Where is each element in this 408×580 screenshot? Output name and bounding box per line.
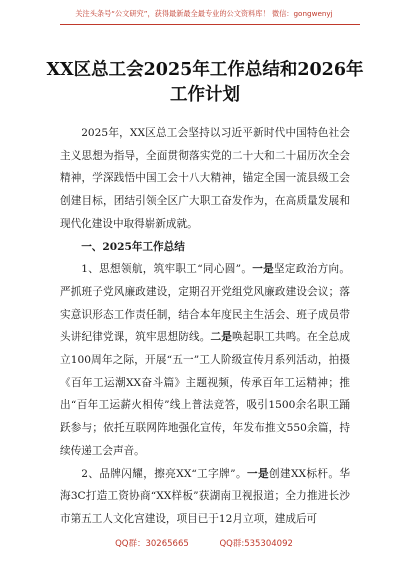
item-1-intro: 1、思想领航，筑牢职工“同心圆”。 [81,263,253,276]
item-2-intro: 2、品牌闪耀，擦亮XX“工字牌”。 [81,467,247,480]
header-banner: 关注头条号“公文研究”，获得最新最全最专业的公文资料库！ 微信：gongwenyj [75,9,333,18]
title-line-2: 工作计划 [170,85,240,105]
footer-qq-group-1: QQ群：30265665 [115,539,189,549]
title-line-1: XX区总工会2025年工作总结和2026年 [46,60,364,80]
section-heading: 一、2025年工作总结 [81,240,185,253]
item-2-paragraph [60,463,350,531]
document-body [60,122,350,531]
item-1-paragraph [60,258,350,462]
header-divider [60,24,360,25]
footer [0,537,408,549]
item-2-sub1-label: 一是 [246,467,269,480]
document-title [40,58,370,108]
item-1-sub1-text: 坚定政治方向。严抓班子党风廉政建设，定期召开党组党风廉政建设会议；落实意识形态工作责任制，结合本年度民主生活会、班子成员带头讲纪律党课，筑牢思想防线。 [60,263,351,344]
item-2-sub1-text: 创建XX标杆。华海3C打造工资协商“XX样板”获湖南卫视报道；全力推进长沙市第五工人文化宫建设，项目已于12月立项，建成后可 [60,467,351,525]
intro-paragraph: 2025年，XX区总工会坚持以习近平新时代中国特色社会主义思想为指导，全面贯彻落实党的二十大和二十届历次全会精神，学深践悟中国工会十八大精神，锚定全国一流县级工会创建目标，团结引领全区广大职工奋发作为，在高质量发展和现代化建设中取得崭新成就。 [60,127,350,230]
item-1-sub2-label: 二是 [210,331,232,344]
footer-qq-group-2: QQ群:535304092 [219,539,293,549]
item-1-sub1-label: 一是 [252,263,275,276]
item-1-sub2-text: 唤起职工共鸣。在全总成立100周年之际，开展“五一”工人阶级宣传月系列活动，拍摄《百年工运潮XX奋斗篇》主题视频，传承百年工运精神；推出“百年工运薪火相传”线上普法竞答，吸引1500余名职工踊跃参与；依托互联网阵地强化宣传，年发布推文550余篇，持续传递工会声音。 [60,331,351,457]
